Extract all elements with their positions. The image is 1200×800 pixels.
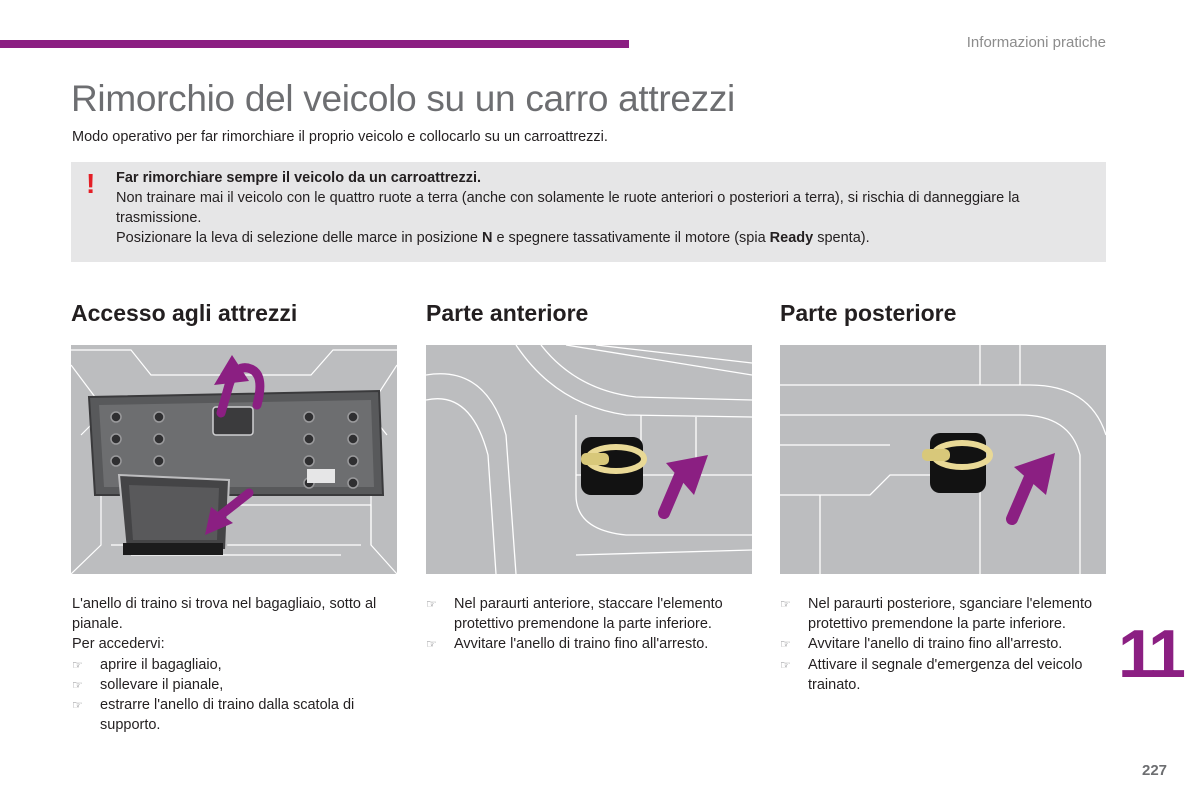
page-subtitle: Modo operativo per far rimorchiare il proprio veicolo e collocarlo su un carroattrezzi. bbox=[72, 129, 608, 145]
trunk-floor-illustration bbox=[71, 345, 397, 574]
list-item bbox=[72, 655, 387, 675]
column-text-posteriore bbox=[780, 594, 1100, 695]
chapter-number: 11 bbox=[1118, 616, 1182, 692]
pointing-hand-icon: ☞ bbox=[426, 637, 437, 652]
list-item-text: Avvitare l'anello di traino fino all'arresto. bbox=[454, 636, 709, 653]
bullet-list bbox=[72, 655, 387, 736]
warning-line-1: Far rimorchiare sempre il veicolo da un carroattrezzi. bbox=[116, 170, 482, 186]
pointing-hand-icon: ☞ bbox=[72, 657, 83, 672]
list-item-text: Attivare il segnale d'emergenza del veicolo trainato. bbox=[808, 656, 1083, 693]
rear-bumper-illustration bbox=[780, 345, 1106, 574]
warning-text-part: Posizionare la leva di selezione delle marce in posizione bbox=[116, 230, 482, 246]
heading-accesso-attrezzi: Accesso agli attrezzi bbox=[71, 300, 298, 326]
pointing-hand-icon: ☞ bbox=[72, 677, 83, 692]
list-item bbox=[780, 634, 1100, 654]
warning-line-2: Non trainare mai il veicolo con le quattro ruote a terra (anche con solamente le ruote anteriori o posteriori a terra), si rischia di danneggiare la trasmissione. bbox=[116, 190, 1020, 226]
pointing-hand-icon: ☞ bbox=[780, 637, 791, 652]
list-item bbox=[72, 675, 387, 695]
bullet-list bbox=[780, 594, 1100, 695]
list-item-text: Nel paraurti posteriore, sganciare l'elemento protettivo premendone la parte inferiore. bbox=[808, 596, 1093, 633]
list-item bbox=[780, 594, 1100, 634]
paragraph: Per accedervi: bbox=[72, 636, 165, 653]
pointing-hand-icon: ☞ bbox=[780, 657, 791, 672]
section-title: Informazioni pratiche bbox=[966, 34, 1106, 51]
list-item bbox=[426, 634, 746, 654]
page-title: Rimorchio del veicolo su un carro attrezzi bbox=[71, 78, 735, 119]
list-item bbox=[780, 655, 1100, 695]
list-item-text: sollevare il pianale, bbox=[100, 676, 224, 693]
page-number: 227 bbox=[1142, 762, 1168, 779]
warning-box bbox=[71, 162, 1106, 262]
chapter-color-bar bbox=[0, 40, 629, 48]
pointing-hand-icon: ☞ bbox=[72, 698, 83, 713]
heading-parte-posteriore: Parte posteriore bbox=[780, 300, 957, 326]
ready-indicator-label: Ready bbox=[769, 230, 814, 246]
heading-parte-anteriore: Parte anteriore bbox=[426, 300, 589, 326]
list-item bbox=[72, 695, 387, 735]
warning-text-part: spenta). bbox=[813, 230, 870, 246]
warning-text bbox=[116, 168, 1091, 248]
gear-position-n: N bbox=[481, 230, 493, 246]
pointing-hand-icon: ☞ bbox=[426, 597, 437, 611]
exclamation-icon: ! bbox=[86, 168, 96, 199]
warning-text-part: e spegnere tassativamente il motore (spia bbox=[492, 230, 770, 246]
list-item-text: Avvitare l'anello di traino fino all'arresto. bbox=[808, 636, 1063, 653]
warning-line-3 bbox=[116, 228, 1091, 248]
column-text-anteriore bbox=[426, 594, 746, 655]
list-item-text: estrarre l'anello di traino dalla scatola di supporto. bbox=[100, 697, 355, 734]
column-text-accesso bbox=[72, 594, 387, 735]
bullet-list bbox=[426, 594, 746, 655]
front-bumper-illustration bbox=[426, 345, 752, 574]
pointing-hand-icon: ☞ bbox=[780, 597, 791, 611]
list-item bbox=[426, 594, 746, 634]
list-item-text: Nel paraurti anteriore, staccare l'elemento protettivo premendone la parte inferiore. bbox=[454, 596, 723, 633]
list-item-text: aprire il bagagliaio, bbox=[100, 656, 222, 673]
paragraph: L'anello di traino si trova nel bagagliaio, sotto al pianale. bbox=[72, 596, 377, 633]
